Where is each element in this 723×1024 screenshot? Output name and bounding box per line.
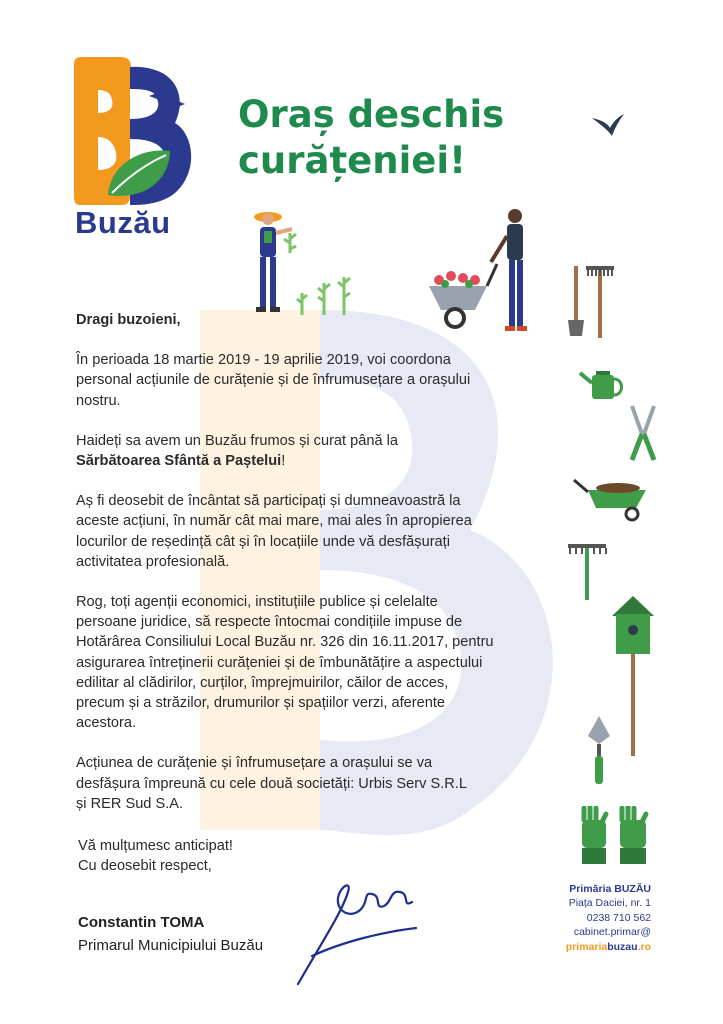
wheelbarrow-icon — [572, 476, 650, 522]
headline-line-2: curățeniei! — [238, 139, 466, 182]
shears-icon — [626, 404, 660, 462]
closing-line-1: Vă mulțumesc anticipat! — [78, 838, 233, 854]
paragraph-1: În perioada 18 martie 2019 - 19 aprilie 2019, voi coordona personal acțiunile de curățenie și de înfrumusețare a orașului nostru. — [76, 352, 471, 409]
paragraph-5: Acțiunea de curățenie și înfrumusețare a orașului se va desfășura împreună cu cele două societăți: Urbis Serv S.R.L și RER Sud S.A. — [76, 755, 467, 812]
watering-can-icon — [578, 365, 624, 403]
rake-icon — [566, 540, 610, 602]
paragraph-3: Aș fi deosebit de încântat să participați și dumneavoastră la aceste acțiuni, în număr cât mai mare, mai ales în apropierea locurilor de reședință cât și în locațiile unde vă desfășurați activitatea profesională. — [76, 493, 472, 570]
headline — [238, 92, 504, 184]
headline-line-1: Oraș deschis — [238, 93, 505, 136]
contact-org: Primăria BUZĂU — [569, 883, 651, 895]
contact-phone: 0238 710 562 — [586, 911, 651, 924]
contact-website[interactable] — [566, 940, 651, 954]
contact-website-part3: .ro — [637, 940, 651, 953]
signer-title: Primarul Municipiului Buzău — [78, 937, 264, 954]
bird-icon — [590, 110, 626, 140]
letter-body — [76, 310, 546, 834]
birdhouse-icon — [610, 594, 656, 758]
paragraph-2-bold: Sărbătoarea Sfântă a Paștelui — [76, 453, 282, 470]
gardener-illustration — [240, 203, 360, 323]
paragraph-4: Rog, toți agenții economici, instituțiile publice și celelalte persoane juridice, să respecte întocmai condițiile impuse de Hotărârea Consiliului Local Buzău nr. 326 din 16.11.2017, pentru asigurarea întreținerii curățeniei și de îmbunătățire a aspectului edilitar al clădirilor, curților, împrejmuirilor, căilor de acces, precum și a străzilor, drumurilor și spațiilor verzi, aferente acestora. — [76, 594, 494, 732]
signer-name: Constantin TOMA — [78, 914, 205, 931]
paragraph-2-end: ! — [281, 453, 286, 470]
closing-line-2: Cu deosebit respect, — [78, 858, 212, 874]
contact-address: Piața Daciei, nr. 1 — [568, 897, 651, 910]
paragraph-2 — [76, 431, 546, 471]
shovel-rake-icon — [566, 262, 616, 342]
logo-text: Buzău — [75, 205, 171, 240]
handwritten-signature — [292, 872, 422, 992]
contact-website-part2: buzau — [607, 940, 638, 953]
greeting: Dragi buzoieni, — [76, 312, 181, 328]
contact-block — [566, 882, 651, 954]
trowel-icon — [586, 714, 612, 786]
closing — [78, 836, 233, 876]
contact-email[interactable]: cabinet.primar@ — [573, 926, 651, 939]
contact-website-part1: primaria — [565, 940, 608, 953]
gloves-icon — [578, 806, 654, 866]
paragraph-2-text: Haideți sa avem un Buzău frumos și curat până la — [76, 432, 399, 449]
